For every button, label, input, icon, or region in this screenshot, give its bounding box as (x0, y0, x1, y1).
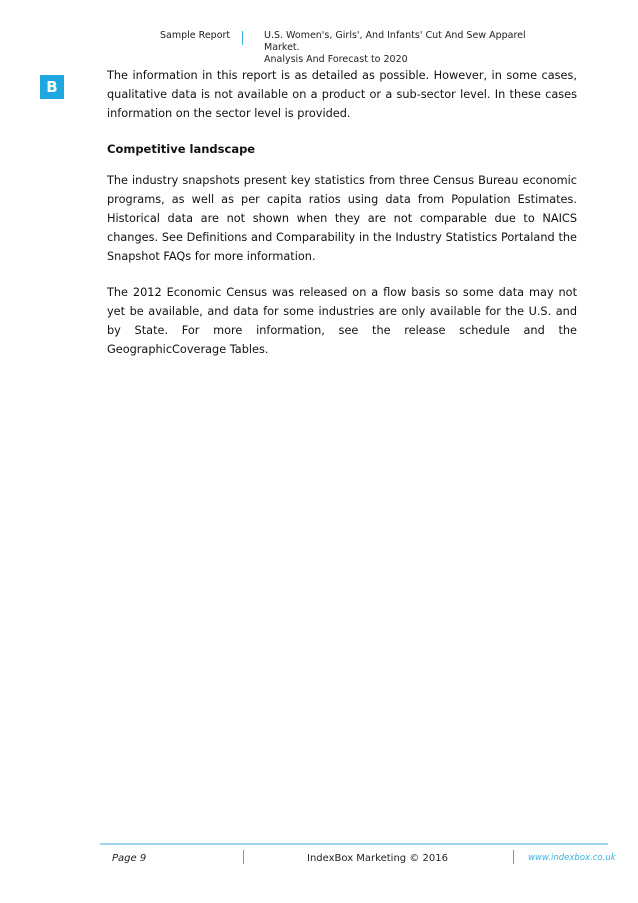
footer-divider (513, 850, 514, 864)
footer-rule (100, 843, 608, 845)
paragraph-census: The 2012 Economic Census was released on a flow basis so some data may not yet be available, and data for some industries are only available for the U.S. and by State. For more information, see the release schedule and the GeographicCoverage Tables. (107, 286, 577, 356)
footer-website-link[interactable]: www.indexbox.co.uk (528, 853, 616, 863)
main-content (107, 66, 577, 376)
paragraph-snapshots: The industry snapshots present key statistics from three Census Bureau economic programs, as well as per capita ratios using data from Population Estimates. Historical data are not shown when they are not comparable due to NAICS changes. See Definitions and Comparability in the Industry Statistics Portaland the Snapshot FAQs for more information. (107, 174, 577, 263)
header-title (264, 30, 564, 66)
paragraph-intro: The information in this report is as detailed as possible. However, in some cases, qualitative data is not available on a product or a sub-sector level. In these cases information on the sector level is provided. (107, 69, 577, 120)
header-title-line2: Analysis And Forecast to 2020 (264, 54, 408, 65)
section-heading: Competitive landscape (107, 142, 256, 156)
footer-copyright: IndexBox Marketing © 2016 (307, 853, 448, 864)
header-divider (242, 31, 243, 45)
footer-divider (243, 850, 244, 864)
header-report-type: Sample Report (160, 30, 231, 41)
header-title-line1: U.S. Women's, Girls', And Infants' Cut And Sew Apparel Market. (264, 30, 526, 53)
brand-logo-icon: B (40, 75, 64, 99)
page-number: Page 9 (112, 853, 147, 864)
